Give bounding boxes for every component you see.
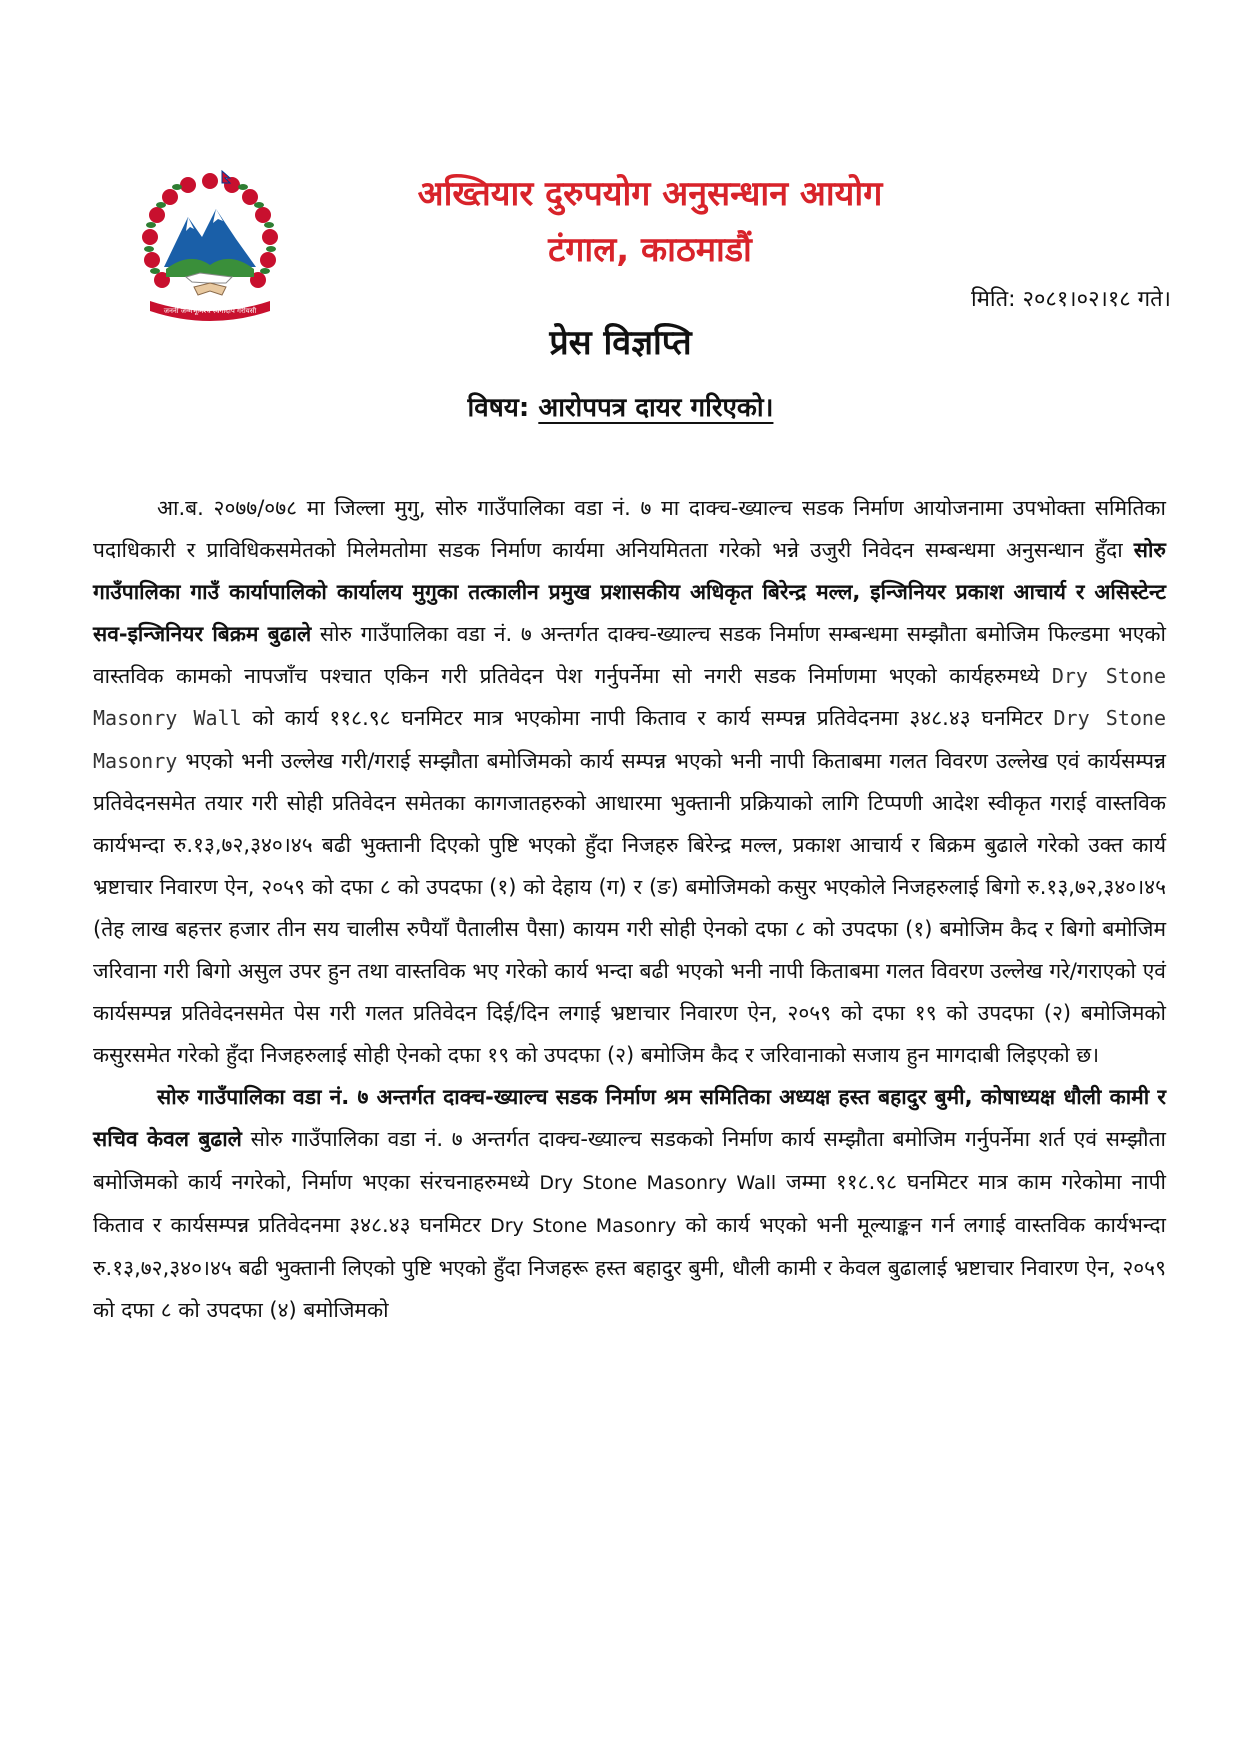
paragraph-1-term-1: Dry Stone Masonry Wall: [93, 664, 1166, 731]
org-name: अख्तियार दुरुपयोग अनुसन्धान आयोग: [417, 174, 883, 214]
paragraph-1-accused: सोरु गाउँपालिका गाउँ कार्यापालिको कार्यालय मुगुका तत्कालीन प्रमुख प्रशासकीय अधिकृत बिरेन्द्र मल्ल, इन्जिनियर प्रकाश आचार्य र असिस्टेन्ट सव-इन्जिनियर बिक्रम बुढाले: [93, 538, 1166, 647]
nepal-emblem: [130, 165, 290, 325]
paragraph-2-accused: सोरु गाउँपालिका वडा नं. ७ अन्तर्गत दाक्च-ख्याल्च सडक निर्माण श्रम समितिका अध्यक्ष हस्त बहादुर बुमी, कोषाध्यक्ष धौली कामी र सचिव केवल बुढाले: [93, 1085, 1166, 1152]
paragraph-2-term-1: Dry Stone Masonry Wall: [539, 1171, 777, 1194]
subject-label: विषय:: [467, 393, 530, 423]
paragraph-1: [93, 487, 1166, 1076]
paragraph-2-part-1: सोरु गाउँपालिका वडा नं. ७ अन्तर्गत दाक्च-ख्याल्च सडकको निर्माण कार्य सम्झौता बमोजिम गर्नुपर्नेमा शर्त एवं सम्झौता बमोजिमको कार्य नगरेको, निर्माण भएका संरचनाहरुमध्ये: [93, 1127, 1166, 1194]
paragraph-2: [93, 1076, 1166, 1331]
paragraph-1-term-2: Dry Stone Masonry: [93, 706, 1167, 773]
subject-text: आरोपपत्र दायर गरिएको।: [538, 393, 774, 423]
paragraph-1-part-2: सोरु गाउँपालिका वडा नं. ७ अन्तर्गत दाक्च-ख्याल्च सडक निर्माण सम्बन्धमा सम्झौता बमोजिम फिल्डमा भएको वास्तविक कामको नापजाँच पश्चात एकिन गरी प्रतिवेदन पेश गर्नुपर्नेमा सो नगरी सडक निर्माणमा भएको कार्यहरुमध्ये: [93, 622, 1166, 689]
paragraph-1-part-3: को कार्य ११८.९८ घनमिटर मात्र भएकोमा नापी किताव र कार्य सम्पन्न प्रतिवेदनमा ३४८.४३ घनमिटर: [241, 706, 1054, 731]
paragraph-1-part-4: भएको भनी उल्लेख गरी/गराई सम्झौता बमोजिमको कार्य सम्पन्न भएको भनी नापी किताबमा गलत विवरण उल्लेख एवं कार्यसम्पन्न प्रतिवेदनसमेत तयार गरी सोही प्रतिवेदन समेतका कागजातहरुको आधारमा भुक्तानी प्रक्रियाको लागि टिप्पणी आदेश स्वीकृत गराई वास्तविक कार्यभन्दा रु.१३,७२,३४०।४५ बढी भुक्तानी दिएको पुष्टि भएको हुँदा निजहरु बिरेन्द्र मल्ल, प्रकाश आचार्य र बिक्रम बुढाले गरेको उक्त कार्य भ्रष्टाचार निवारण ऐन, २०५९ को दफा ८ को उपदफा (१) को देहाय (ग) र (ङ) बमोजिमको कसुर भएकोले निजहरुलाई बिगो रु.१३,७२,३४०।४५ (तेह लाख बहत्तर हजार तीन सय चालीस रुपैयाँ पैतालीस पैसा) कायम गरी सोही ऐनको दफा ८ को उपदफा (१) बमोजिम कैद र बिगो बमोजिम जरिवाना गरी बिगो असुल उपर हुन तथा वास्तविक भए गरेको कार्य भन्दा बढी भएको भनी नापी किताबमा गलत विवरण उल्लेख गरे/गराएको एवं कार्यसम्पन्न प्रतिवेदनसमेत पेस गरी गलत प्रतिवेदन दिई/दिन लगाई भ्रष्टाचार निवारण ऐन, २०५९ को दफा १९ को उपदफा (२) बमोजिमको कसुरसमेत गरेको हुँदा निजहरुलाई सोही ऐनको दफा १९ को उपदफा (२) बमोजिम कैद र जरिवानाको सजाय हुन मागदाबी लिइएको छ।: [93, 748, 1166, 1068]
paragraph-2-term-2: Dry Stone Masonry: [490, 1214, 677, 1237]
paragraph-2-part-2: जम्मा ११८.९८ घनमिटर मात्र काम गरेकोमा नापी किताव र कार्यसम्पन्न प्रतिवेदनमा ३४८.४३ घनमिटर: [93, 1169, 1166, 1237]
date-line: मिति: २०८१।०२।१८ गते।: [971, 287, 1171, 312]
subject-line: [0, 393, 1241, 424]
document-title: प्रेस विज्ञप्ति: [549, 323, 692, 363]
paragraph-2-part-3: को कार्य भएको भनी मूल्याङ्कन गर्न लगाई वास्तविक कार्यभन्दा रु.१३,७२,३४०।४५ बढी भुक्तानी लिएको पुष्टि भएको हुँदा निजहरू हस्त बहादुर बुमी, धौली कामी र केवल बुढालाई भ्रष्टाचार निवारण ऐन, २०५९ को दफा ८ को उपदफा (४) बमोजिमको: [93, 1212, 1166, 1322]
paragraph-1-intro: आ.ब. २०७७/०७८ मा जिल्ला मुगु, सोरु गाउँपालिका वडा नं. ७ मा दाक्च-ख्याल्च सडक निर्माण आयोजनामा उपभोक्ता समितिका पदाधिकारी र प्राविधिकसमेतको मिलेमतोमा सडक निर्माण कार्यमा अनियमितता गरेको भन्ने उजुरी निवेदन सम्बन्धमा अनुसन्धान हुँदा: [93, 496, 1166, 563]
body-text: [93, 487, 1166, 1331]
org-address: टंगाल, काठमाडौं: [548, 230, 752, 270]
emblem-motto: जननी जन्मभूमिश्च स्वर्गादपि गरीयसी: [163, 307, 257, 315]
